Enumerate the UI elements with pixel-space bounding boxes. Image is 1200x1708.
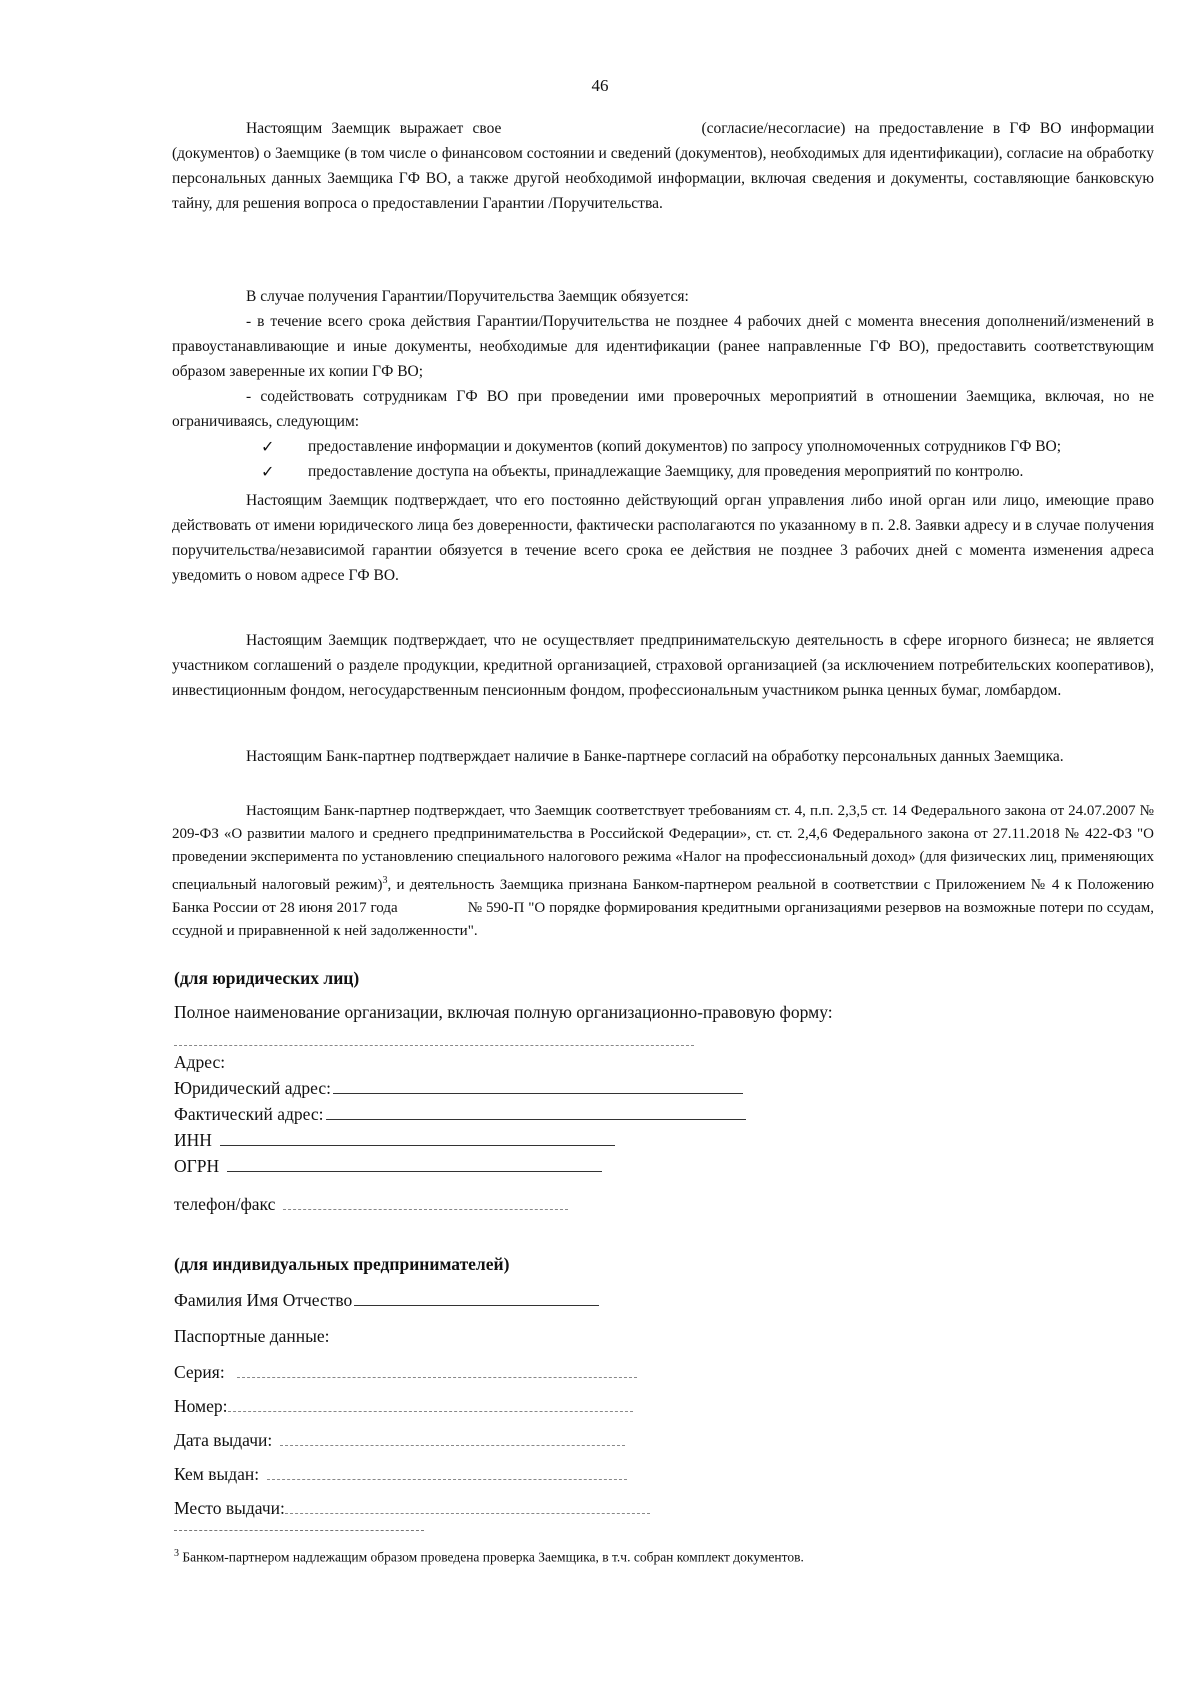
page-number: 46 [591, 76, 609, 95]
individual-block [174, 1254, 1034, 1518]
para-bank-compliance: Настоящим Банк-партнер подтверждает, что Заемщик соответствует требованиям ст. 4, п.п. 2,3,5 ст. 14 Федерального закона от 24.07.2007 № 209-ФЗ «О развитии малого и среднего предпринимательства в Российской Федерации», ст. ст. 2,4,6 Федерального закона от 27.11.2018 № 422-ФЗ "О проведении эксперимента по установлению специального налогового режима «Налог на профессиональный доход» (для физических лиц, применяющих специальный налоговый режим)$^3$, и деятельность Заемщика признана Банком-партнером реальной в соответствии с Приложением № 4 к Положению Банка России от 28 июня 2017 года № 590-П "О порядке формирования кредитными организациями резервов на возможные потери по ссудам, ссудной и приравненной к ней задолженности". [172, 803, 1155, 939]
full-name-label: Полное наименование организации, включая полную организационно-правовую форму: [174, 1002, 833, 1022]
inn-row: ИНН [174, 1130, 615, 1151]
checkmark-icon: ✓ [261, 462, 275, 481]
issue-date-field[interactable] [280, 1444, 625, 1446]
obligation-item-1: - в течение всего срока действия Гарантии/Поручительства не позднее 4 рабочих дней с момента внесения дополнений/изменений в правоустанавливающие и иные документы, необходимые для идентификации (ранее направленные ГФ ВО), предоставить соответствующим образом заверенные их копии ГФ ВО; [172, 313, 1154, 380]
para-body-address: Настоящим Заемщик подтверждает, что его постоянно действующий орган управления либо иной орган или лицо, имеющие право действовать от имени юридического лица без доверенности, фактически располагаются по указанному в п. 2.8. Заявки адресу и в случае получения поручительства/независимой гарантии обязуется в течение всего срока ее действия не позднее 3 рабочих дней с момента изменения адреса уведомить о новом адресе ГФ ВО. [172, 492, 1154, 584]
legal-entity-block [174, 968, 1034, 1218]
address-label: Адрес: [174, 1052, 226, 1072]
legal-address-row: Юридический адрес: [174, 1078, 743, 1099]
fio-row: Фамилия Имя Отчество [174, 1290, 599, 1311]
consent-text-part2: (согласие/несогласие) на предоставление в ГФ ВО информации (документов) о Заемщике (в том числе о финансовом состоянии и сведений (документов), необходимых для идентификации), согласие на обработку персональных данных Заемщика ГФ ВО, а также другой необходимой информации, включая сведения и документы, составляющие банковскую тайну, для решения вопроса о предоставлении Гарантии /Поручительства. [172, 120, 1154, 212]
individual-header: (для индивидуальных предпринимателей) [174, 1254, 510, 1274]
issue-place-row: Место выдачи: [174, 1498, 650, 1519]
inn-field[interactable] [220, 1144, 615, 1146]
series-field[interactable] [237, 1376, 637, 1378]
passport-label: Паспортные данные: [174, 1326, 330, 1346]
obligation-item-2: - содействовать сотрудникам ГФ ВО при проведении ими проверочных мероприятий в отношении Заемщика, включая, но не ограничиваясь, следующим: [172, 388, 1154, 430]
footnote-mark: 3 [174, 1548, 179, 1559]
phone-field[interactable] [283, 1208, 568, 1210]
obligations-intro: В случае получения Гарантии/Поручительства Заемщик обязуется: [246, 288, 689, 305]
check-item-2: ✓ предоставление доступа на объекты, принадлежащие Заемщику, для проведения мероприятий по контролю. [297, 459, 1154, 484]
legal-header: (для юридических лиц) [174, 968, 360, 988]
obligations-section [172, 284, 1154, 588]
full-name-field[interactable] [174, 1030, 694, 1051]
fio-field[interactable] [354, 1304, 599, 1306]
issued-by-row: Кем выдан: [174, 1464, 627, 1485]
legal-address-field[interactable] [333, 1092, 743, 1094]
footnote-text: Банком-партнером надлежащим образом проведена проверка Заемщика, в т.ч. собран комплект документов. [182, 1549, 804, 1565]
consent-paragraph [172, 116, 1154, 216]
actual-address-row: Фактический адрес: [174, 1104, 746, 1125]
actual-address-field[interactable] [326, 1118, 746, 1120]
consent-text-part1: Настоящим Заемщик выражает свое [246, 120, 502, 137]
footnote-separator [174, 1530, 424, 1531]
series-row: Серия: [174, 1362, 637, 1383]
checkmark-icon: ✓ [261, 437, 275, 456]
ogrn-row: ОГРН [174, 1156, 602, 1177]
phone-row: телефон/факс [174, 1194, 568, 1215]
issue-date-row: Дата выдачи: [174, 1430, 625, 1451]
para-business: Настоящим Заемщик подтверждает, что не осуществляет предпринимательскую деятельность в сфере игорного бизнеса; не является участником соглашений о разделе продукции, кредитной организацией, страховой организацией (за исключением потребительских кооперативов), инвестиционным фондом, негосударственным пенсионным фондом, профессиональным участником рынка ценных бумаг, ломбардом. [172, 632, 1154, 699]
footnote [174, 1548, 804, 1566]
number-row: Номер: [174, 1396, 633, 1417]
issue-place-field[interactable] [285, 1512, 650, 1514]
number-field[interactable] [228, 1410, 633, 1412]
check-item-1: ✓ предоставление информации и документов (копий документов) по запросу уполномоченных сотрудников ГФ ВО; [297, 434, 1154, 459]
para-bank-consent: Настоящим Банк-партнер подтверждает наличие в Банке-партнере согласий на обработку персональных данных Заемщика. [246, 748, 1064, 765]
check-list [172, 434, 1154, 484]
footnote-ref[interactable]: 3 [382, 875, 388, 886]
issued-by-field[interactable] [267, 1478, 627, 1480]
ogrn-field[interactable] [227, 1170, 602, 1172]
